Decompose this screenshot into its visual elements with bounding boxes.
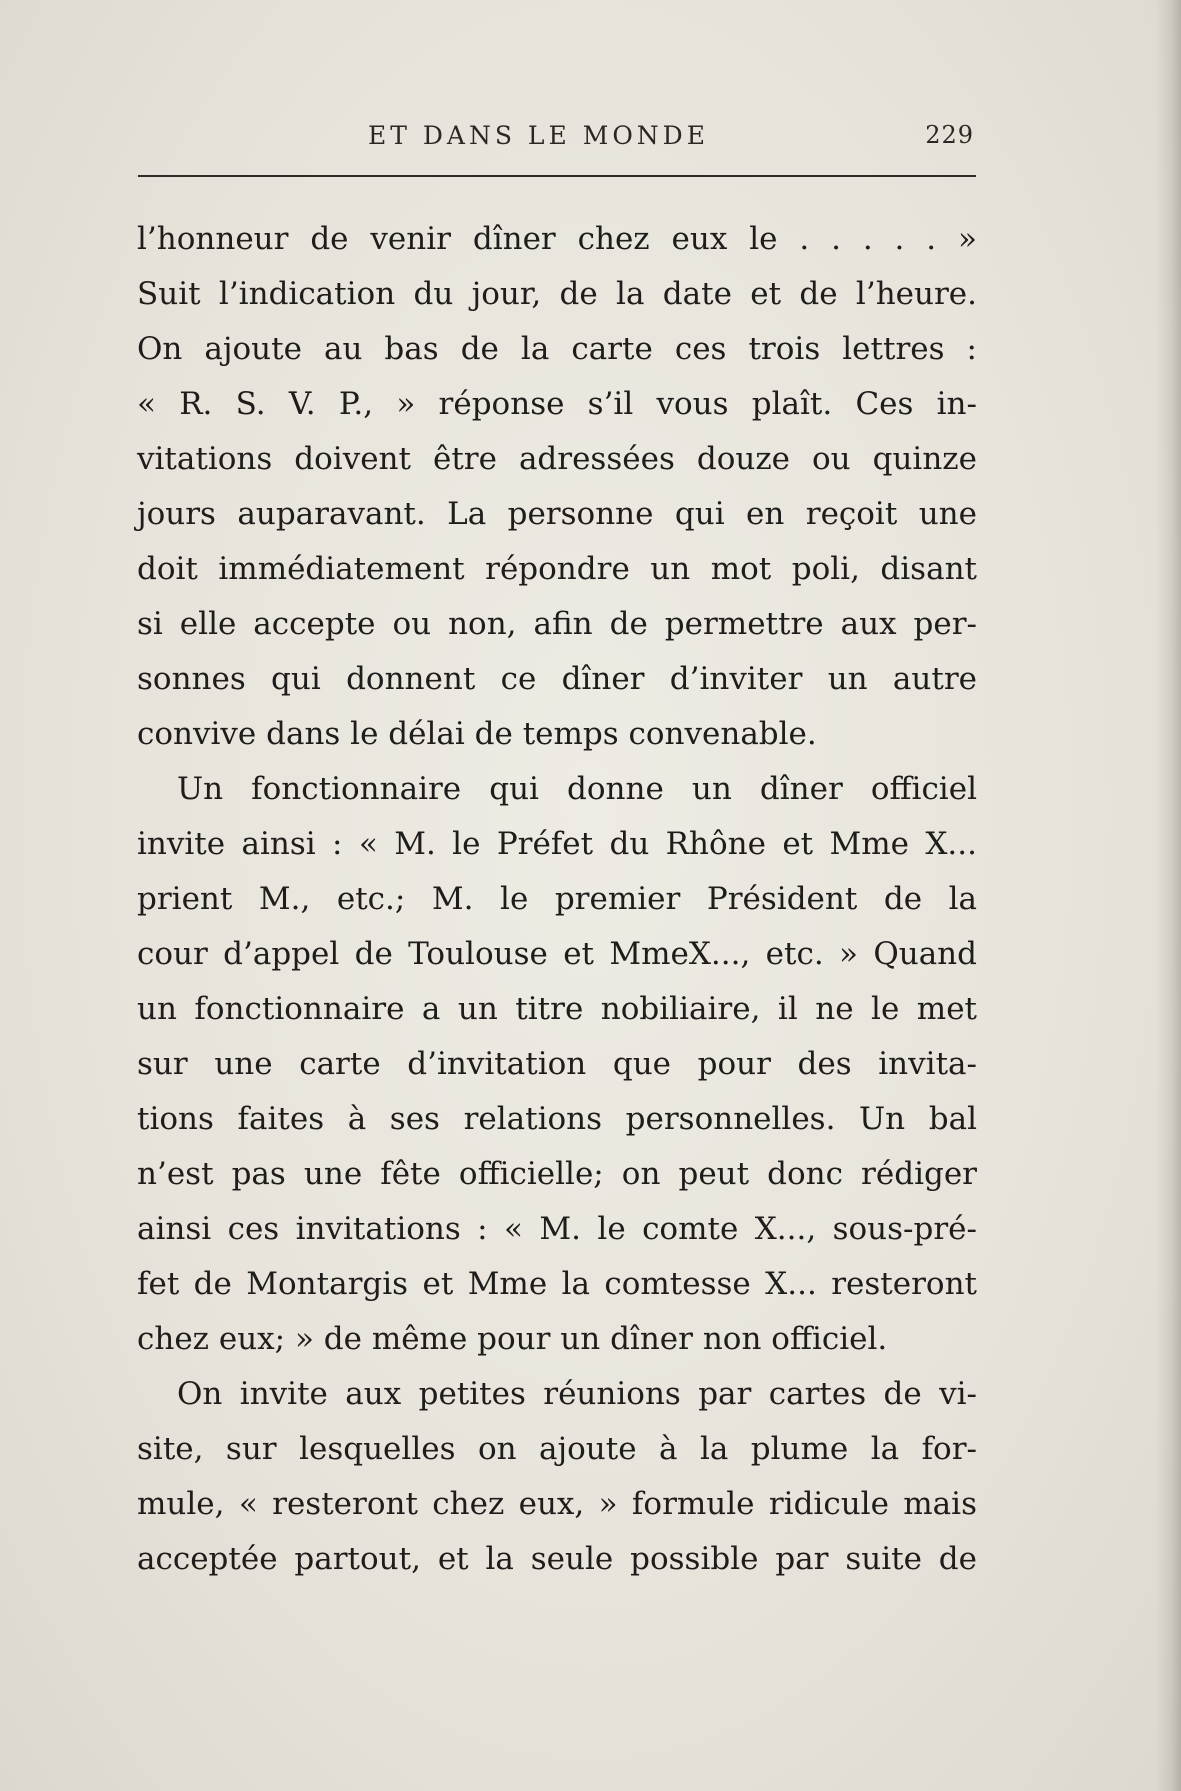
paragraph-reunions [137,1367,977,1587]
text-line: vitations doivent être adressées douze ou quinze [137,441,977,477]
text-line: sonnes qui donnent ce dîner d’inviter un autre [137,661,977,697]
header-rule [138,175,976,177]
paragraph-continuation [137,212,977,762]
text-line: convive dans le délai de temps convenable. [137,716,817,752]
text-line: l’honneur de venir dîner chez eux le . . . . . » [137,221,977,257]
text-line: jours auparavant. La personne qui en reçoit une [137,496,977,532]
running-head-title: ET DANS LE MONDE [368,121,709,150]
text-line: mule, « resteront chez eux, » formule ridicule mais [137,1486,977,1522]
page-edge-shadow [1155,0,1181,1791]
text-line: « R. S. V. P., » réponse s’il vous plaît. Ces in- [137,386,977,422]
text-line: site, sur lesquelles on ajoute à la plume la for- [137,1431,977,1467]
text-line: tions faites à ses relations personnelles. Un bal [137,1101,977,1137]
text-line: si elle accepte ou non, afin de permettre aux per- [137,606,977,642]
text-line: cour d’appel de Toulouse et MmeX..., etc. » Quand [137,936,977,972]
body-text [137,212,977,1587]
text-line: Un fonctionnaire qui donne un dîner officiel [177,771,977,807]
text-line: invite ainsi : « M. le Préfet du Rhône et Mme X... [137,826,977,862]
text-line: On ajoute au bas de la carte ces trois lettres : [137,331,977,367]
text-line: fet de Montargis et Mme la comtesse X... resteront [137,1266,977,1302]
text-line: chez eux; » de même pour un dîner non officiel. [137,1321,888,1357]
text-line: doit immédiatement répondre un mot poli, disant [137,551,977,587]
page-number: 229 [925,121,974,149]
text-line: Suit l’indication du jour, de la date et de l’heure. [137,276,977,312]
text-line: On invite aux petites réunions par cartes de vi- [177,1376,977,1412]
text-line: prient M., etc.; M. le premier Président de la [137,881,977,917]
text-line: n’est pas une fête officielle; on peut donc rédiger [137,1156,977,1192]
running-head [138,117,976,157]
text-line: sur une carte d’invitation que pour des invita- [137,1046,977,1082]
text-line: un fonctionnaire a un titre nobiliaire, il ne le met [137,991,977,1027]
text-line: ainsi ces invitations : « M. le comte X..., sous-pré- [137,1211,977,1247]
text-line: acceptée partout, et la seule possible par suite de [137,1541,977,1577]
paragraph-fonctionnaire [137,762,977,1367]
